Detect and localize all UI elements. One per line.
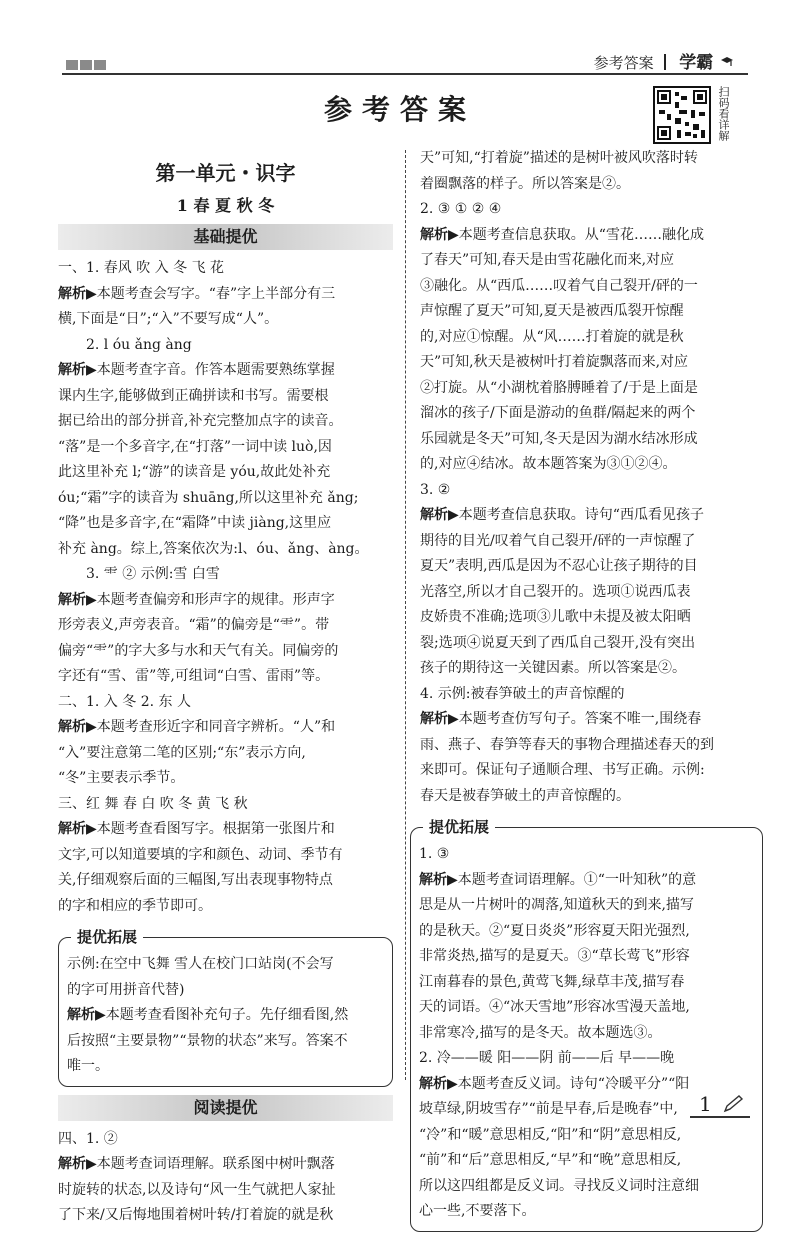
answer-line bbox=[58, 588, 393, 614]
header-section: 参考答案 bbox=[593, 54, 654, 72]
answer-line: 天”可知,秋天是被树叶打着旋飘落而来,对应 bbox=[420, 354, 689, 370]
answer-line: 的字和相应的季节即可。 bbox=[58, 897, 212, 914]
answer-line: 的,对应①惊醒。从“风……打着旋的就是秋 bbox=[420, 328, 684, 345]
analysis-text: 本题考查信息获取。从“雪花……融化成 bbox=[458, 226, 704, 243]
answer-line: 心一些,不要落下。 bbox=[419, 1203, 536, 1219]
answer-line: óu;“霜”字的读音为 shuāng,所以这里补充 ǎng; bbox=[58, 489, 359, 506]
footer-rule bbox=[690, 1116, 750, 1118]
answer-line: 3. ⻗ ② 示例:雪 白雪 bbox=[86, 566, 220, 582]
answer-line bbox=[58, 1152, 393, 1178]
answer-line: 所以这四组都是反义词。寻找反义词时注意细 bbox=[419, 1177, 699, 1194]
header-rule bbox=[62, 73, 748, 75]
section-band-reading: 阅读提优 bbox=[58, 1095, 393, 1121]
page-header bbox=[0, 0, 800, 80]
answer-line: 时旋转的状态,以及诗句“风一生气就把人家扯 bbox=[58, 1181, 336, 1198]
answer-line: 天”可知,“打着旋”描述的是树叶被风吹落时转 bbox=[420, 150, 698, 166]
extension-box-content bbox=[419, 842, 754, 1225]
unit-title: 第一单元・识字 bbox=[155, 161, 296, 185]
answer-line: 春天是被春笋破土的声音惊醒的。 bbox=[420, 787, 630, 804]
extension-box-content bbox=[67, 952, 384, 1080]
answer-list-reading bbox=[58, 1127, 393, 1229]
answer-line: 二、1. 入 冬 2. 东 人 bbox=[58, 693, 191, 710]
answer-line: 2. l óu ǎng àng bbox=[86, 336, 192, 353]
answer-line: 文字,可以知道要填的字和颜色、动词、季节有 bbox=[58, 846, 343, 863]
answer-line: 着圈飘落的样子。所以答案是②。 bbox=[420, 175, 630, 192]
qr-caption: 扫码看详解 bbox=[717, 86, 730, 141]
analysis-text: 本题考查反义词。诗句“冷暖平分”“阳 bbox=[457, 1075, 690, 1092]
analysis-tag: 解析▶ bbox=[420, 711, 459, 727]
answer-line: “降”也是多音字,在“霜降”中读 jiàng,这里应 bbox=[58, 515, 332, 531]
answer-line bbox=[58, 715, 393, 741]
answer-line: 了春天”可知,春天是由雪花融化而来,对应 bbox=[420, 252, 675, 268]
answer-line: 溜冰的孩子/下面是游动的鱼群/隔起来的两个 bbox=[420, 405, 696, 421]
extension-box-right bbox=[410, 818, 763, 1232]
header-square-icon bbox=[80, 60, 92, 70]
answer-line bbox=[58, 282, 393, 308]
answer-line: 形旁表义,声旁表音。“霜”的偏旁是“⻗”。带 bbox=[58, 617, 330, 633]
analysis-tag: 解析▶ bbox=[420, 226, 459, 243]
answer-line: 的字可用拼音代替) bbox=[67, 981, 185, 998]
answer-line: “冬”主要表示季节。 bbox=[58, 770, 185, 786]
analysis-text: 本题考查偏旁和形声字的规律。形声字 bbox=[96, 591, 335, 608]
header-square-icon bbox=[66, 60, 78, 70]
analysis-tag: 解析▶ bbox=[58, 362, 97, 378]
answer-line: “前”和“后”意思相反,“早”和“晚”意思相反, bbox=[419, 1152, 682, 1168]
section-band-basic: 基础提优 bbox=[58, 224, 393, 250]
analysis-text: 本题考查会写字。“春”字上半部分有三 bbox=[96, 285, 336, 302]
brand-logo: 学霸 bbox=[679, 53, 714, 73]
analysis-tag: 解析▶ bbox=[58, 719, 97, 735]
analysis-tag: 解析▶ bbox=[58, 1156, 97, 1172]
answer-line: 3. ② bbox=[420, 481, 451, 498]
answer-line: 乐园就是冬天”可知,冬天是因为湖水结冰形成 bbox=[420, 430, 698, 447]
lesson-title: 1 春 夏 秋 冬 bbox=[176, 196, 275, 215]
qr-code-icon bbox=[655, 88, 709, 142]
answer-line: 孩子的期待这一关键因素。所以答案是②。 bbox=[420, 660, 686, 676]
right-column bbox=[420, 146, 755, 1240]
page-title: 参考答案 bbox=[323, 93, 476, 126]
answer-line: 光落空,所以才自己裂开的。选项①说西瓜表 bbox=[420, 583, 691, 600]
answer-line bbox=[419, 868, 754, 894]
qr-code[interactable] bbox=[653, 86, 711, 144]
answer-line bbox=[58, 817, 393, 843]
answer-line: “落”是一个多音字,在“打落”一词中读 luò,因 bbox=[58, 438, 332, 455]
answer-line: 1. ③ bbox=[419, 846, 450, 862]
answer-line bbox=[420, 503, 755, 529]
analysis-text: 本题考查信息获取。诗句“西瓜看见孩子 bbox=[458, 507, 704, 523]
answer-line: 后按照“主要景物”“景物的状态”来写。答案不 bbox=[67, 1032, 348, 1049]
answer-line: “冷”和“暖”意思相反,“阳”和“阴”意思相反, bbox=[419, 1126, 682, 1143]
answer-line: 皮娇贵不准确;选项③儿歌中未提及被太阳晒 bbox=[420, 609, 691, 625]
answer-line: 裂;选项④说夏天到了西瓜自己裂开,没有突出 bbox=[420, 634, 696, 651]
answer-line: 2. ③ ① ② ④ bbox=[420, 201, 502, 217]
answer-line: 唯一。 bbox=[67, 1058, 109, 1074]
answer-line: 来即可。保证句子通顺合理、书写正确。示例: bbox=[420, 762, 705, 778]
answer-list-basic bbox=[58, 256, 393, 919]
analysis-text: 本题考查词语理解。联系图中树叶飘落 bbox=[96, 1156, 335, 1172]
header-square-icon bbox=[94, 60, 106, 70]
answer-line: 了下来/又后悔地围着树叶转/打着旋的就是秋 bbox=[58, 1207, 334, 1223]
answer-line: 课内生字,能够做到正确拼读和书写。需要根 bbox=[58, 387, 329, 404]
analysis-tag: 解析▶ bbox=[67, 1007, 106, 1023]
answer-line: 此这里补充 l;“游”的读音是 yóu,故此处补充 bbox=[58, 464, 331, 480]
answer-line: 思是从一片树叶的凋落,知道秋天的到来,描写 bbox=[419, 897, 694, 913]
answer-line: ③融化。从“西瓜……叹着气自己裂开/砰的一 bbox=[420, 277, 698, 294]
answer-line: 补充 àng。综上,答案依次为:l、óu、ǎng、àng。 bbox=[58, 540, 369, 557]
answer-line: 横,下面是“日”;“入”不要写成“人”。 bbox=[58, 311, 279, 327]
answer-line: 四、1. ② bbox=[58, 1130, 118, 1147]
answer-line: 一、1. 春风 吹 入 冬 飞 花 bbox=[58, 260, 225, 276]
left-column bbox=[58, 158, 393, 1229]
analysis-text: 本题考查形近字和同音字辨析。“人”和 bbox=[96, 719, 336, 735]
answer-line bbox=[420, 223, 755, 249]
answer-line: “入”要注意第二笔的区别;“东”表示方向, bbox=[58, 744, 306, 761]
answer-line: 声惊醒了夏天”可知,夏天是被西瓜裂开惊醒 bbox=[420, 303, 684, 319]
answer-line: 雨、燕子、春笋等春天的事物合理描述春天的到 bbox=[420, 736, 714, 753]
answer-line: 三、红 舞 春 白 吹 冬 黄 飞 秋 bbox=[58, 795, 248, 812]
page-number: 1 bbox=[699, 1092, 712, 1116]
analysis-tag: 解析▶ bbox=[58, 285, 97, 302]
analysis-text: 本题考查看图写字。根据第一张图片和 bbox=[96, 821, 335, 837]
answer-line: 2. 冷——暖 阳——阴 前——后 早——晚 bbox=[419, 1050, 675, 1066]
answer-line: 偏旁“⻗”的字大多与水和天气有关。同偏旁的 bbox=[58, 642, 339, 659]
answer-line: 4. 示例:被春笋破土的声音惊醒的 bbox=[420, 685, 625, 702]
answer-line: 期待的目光/叹着气自己裂开/砰的一声惊醒了 bbox=[420, 532, 696, 549]
answer-line: 夏天”表明,西瓜是因为不忍心让孩子期待的目 bbox=[420, 558, 698, 574]
pencil-icon bbox=[722, 1094, 746, 1114]
analysis-tag: 解析▶ bbox=[419, 1075, 458, 1092]
analysis-text: 本题考查词语理解。①“一叶知秋”的意 bbox=[457, 871, 697, 888]
analysis-tag: 解析▶ bbox=[420, 507, 459, 523]
answer-line: 示例:在空中飞舞 雪人在校门口站岗(不会写 bbox=[67, 956, 334, 972]
answer-line: 江南暮春的景色,黄莺飞舞,绿草丰茂,描写春 bbox=[419, 973, 685, 990]
analysis-tag: 解析▶ bbox=[419, 871, 458, 888]
header-divider bbox=[664, 54, 666, 70]
extension-box-label: 提优拓展 bbox=[71, 926, 143, 948]
analysis-tag: 解析▶ bbox=[58, 821, 97, 837]
header-right bbox=[594, 48, 734, 73]
answer-line: 关,仔细观察后面的三幅图,写出表现事物特点 bbox=[58, 872, 333, 888]
answer-line: 非常寒冷,描写的是冬天。故本题选③。 bbox=[419, 1024, 662, 1041]
column-divider bbox=[405, 150, 406, 1080]
extension-box-label: 提优拓展 bbox=[423, 816, 495, 838]
answer-line: 的,对应④结冰。故本题答案为③①②④。 bbox=[420, 456, 677, 472]
answer-line bbox=[67, 1003, 384, 1029]
answer-line: 的是秋天。②“夏日炎炎”形容夏天阳光强烈, bbox=[419, 922, 690, 939]
answer-line bbox=[58, 358, 393, 384]
analysis-text: 本题考查字音。作答本题需要熟练掌握 bbox=[96, 362, 335, 378]
answer-line: 据已给出的部分拼音,补充完整加点字的读音。 bbox=[58, 413, 343, 429]
answer-line: ②打旋。从“小湖枕着胳膊睡着了/于是上面是 bbox=[420, 379, 698, 396]
extension-box-left bbox=[58, 928, 393, 1087]
analysis-tag: 解析▶ bbox=[58, 591, 97, 608]
answer-line bbox=[420, 707, 755, 733]
analysis-text: 本题考查看图补充句子。先仔细看图,然 bbox=[105, 1007, 349, 1023]
answer-list-reading-cont bbox=[420, 146, 755, 809]
analysis-text: 本题考查仿写句子。答案不唯一,围绕春 bbox=[458, 711, 702, 727]
answer-line: 天的词语。④“冰天雪地”形容冰雪漫天盖地, bbox=[419, 999, 690, 1015]
answer-line: 字还有“雪、雷”等,可组词“白雪、雷雨”等。 bbox=[58, 668, 330, 684]
answer-line: 非常炎热,描写的是夏天。③“草长莺飞”形容 bbox=[419, 948, 690, 964]
graduation-cap-icon bbox=[720, 55, 734, 69]
answer-line: 坡草绿,阴坡雪存”“前是早春,后是晚春”中, bbox=[419, 1101, 678, 1117]
